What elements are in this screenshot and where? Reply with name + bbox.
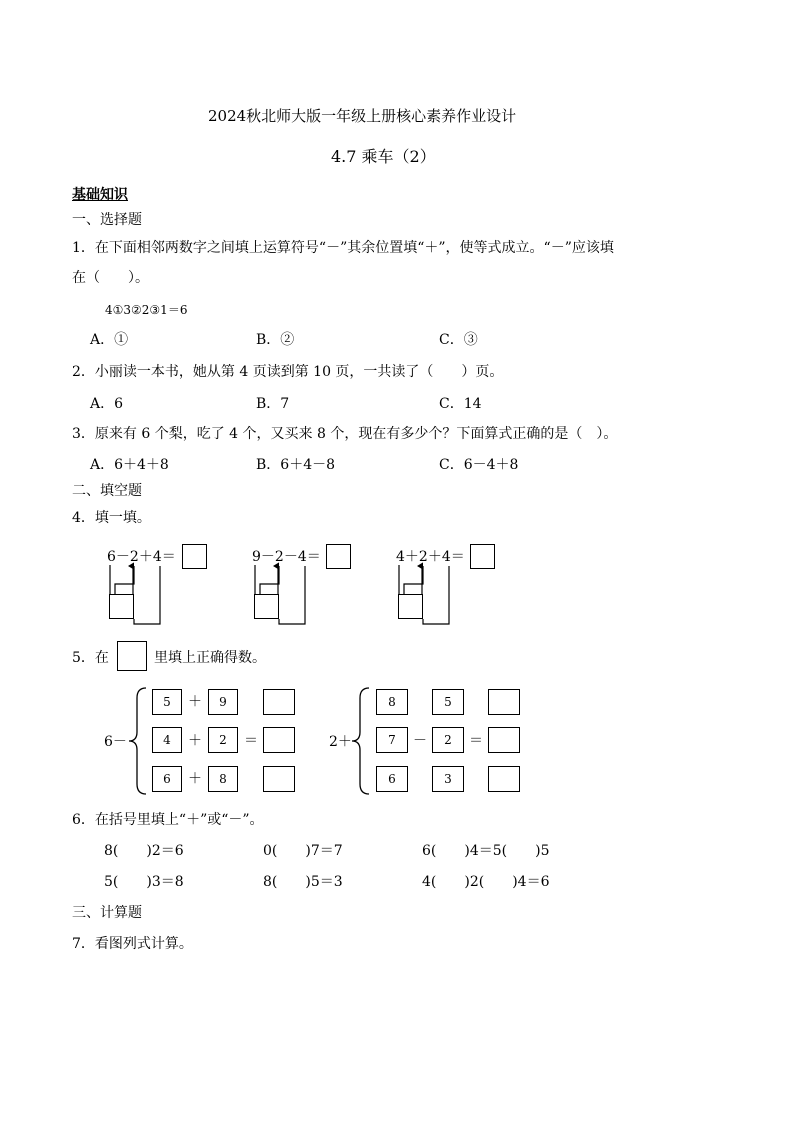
question-3-option-a[interactable]: A．6＋4＋8 — [90, 457, 169, 473]
answer-box[interactable] — [263, 689, 295, 715]
number-box: 9 — [208, 689, 238, 715]
number-box: 4 — [152, 727, 182, 753]
part-heading-fill: 二、填空题 — [72, 483, 142, 499]
number-box: 5 — [152, 689, 182, 715]
number-box: 2 — [208, 727, 238, 753]
operator: － — [413, 733, 427, 749]
question-1-option-a[interactable]: A．① — [90, 332, 129, 348]
question-1-line1: 1．在下面相邻两数字之间填上运算符号“－”其余位置填“＋”，使等式成立。“－”应该填 — [72, 240, 614, 256]
question-4-text: 4．填一填。 — [72, 510, 151, 526]
part-heading-choice: 一、选择题 — [72, 212, 142, 228]
equals-sign: ＝ — [469, 733, 483, 749]
question-6-item[interactable]: 6( )4＝5( )5 — [422, 843, 550, 859]
equals-sign: ＝ — [244, 733, 258, 749]
question-2-option-b[interactable]: B．7 — [256, 396, 290, 412]
question-1-line2: 在（ ）。 — [72, 270, 149, 286]
number-box: 5 — [432, 689, 464, 715]
right-group-head: 2＋ — [329, 734, 352, 750]
number-box: 7 — [376, 727, 408, 753]
document-title: 2024秋北师大版一年级上册核心素养作业设计 — [208, 107, 517, 125]
question-6-item[interactable]: 8( )5＝3 — [263, 874, 343, 890]
sample-answer-box — [117, 641, 147, 671]
question-6-item[interactable]: 4( )2( )4＝6 — [422, 874, 550, 890]
question-3-text: 3．原来有 6 个梨，吃了 4 个，又买来 8 个，现在有多少个？下面算式正确的是（ ）。 — [72, 426, 618, 442]
question-5-suffix: 里填上正确得数。 — [154, 650, 266, 666]
answer-box[interactable] — [488, 727, 520, 753]
question-6-item[interactable]: 0( )7＝7 — [263, 843, 343, 859]
answer-box[interactable] — [488, 689, 520, 715]
answer-box[interactable] — [263, 766, 295, 792]
question-6-item[interactable]: 5( )3＝8 — [104, 874, 184, 890]
number-box: 8 — [376, 689, 408, 715]
question-3-option-b[interactable]: B．6＋4－8 — [256, 457, 336, 473]
left-group-head: 6－ — [104, 734, 127, 750]
number-box: 6 — [152, 766, 182, 792]
question-2-option-c[interactable]: C．14 — [439, 396, 482, 412]
question-1-expression: 4①3②2③1＝6 — [105, 303, 188, 317]
question-4-expression-3: 4＋2＋4＝ — [396, 549, 465, 565]
number-box: 6 — [376, 766, 408, 792]
question-3-option-c[interactable]: C．6－4＋8 — [439, 457, 519, 473]
operator: ＋ — [188, 733, 202, 749]
question-2-text: 2．小丽读一本书，她从第 4 页读到第 10 页，一共读了（ ）页。 — [72, 364, 504, 380]
question-4-expression-1: 6－2＋4＝ — [107, 549, 176, 565]
question-1-option-b[interactable]: B．② — [256, 332, 295, 348]
lesson-title: 4.7 乘车（2） — [331, 147, 436, 166]
operator: ＋ — [188, 771, 202, 787]
number-box: 2 — [432, 727, 464, 753]
question-7-text: 7．看图列式计算。 — [72, 936, 193, 952]
question-2-option-a[interactable]: A．6 — [90, 396, 124, 412]
question-1-option-c[interactable]: C．③ — [439, 332, 478, 348]
number-box: 3 — [432, 766, 464, 792]
operator: ＋ — [188, 694, 202, 710]
question-6-text: 6．在括号里填上“＋”或“－”。 — [72, 812, 264, 828]
question-5-prefix: 5．在 — [72, 650, 109, 666]
question-6-item[interactable]: 8( )2＝6 — [104, 843, 184, 859]
part-heading-calc: 三、计算题 — [72, 905, 142, 921]
question-4-expression-2: 9－2－4＝ — [252, 549, 321, 565]
number-box: 8 — [208, 766, 238, 792]
answer-box[interactable] — [263, 727, 295, 753]
answer-box[interactable] — [488, 766, 520, 792]
section-heading-basic: 基础知识 — [72, 187, 128, 203]
